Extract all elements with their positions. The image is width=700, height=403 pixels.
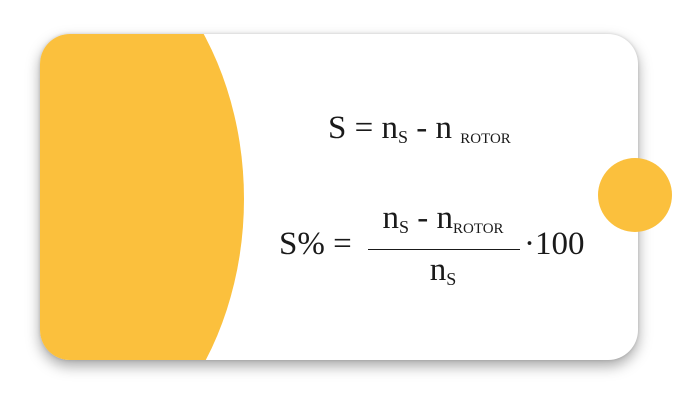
numerator-n: n [382, 200, 399, 236]
decorative-yellow-circle [40, 34, 244, 360]
slip-percent-fraction [366, 198, 520, 299]
fraction-denominator [366, 250, 520, 299]
fraction-numerator [366, 198, 520, 249]
slip-formula-minus: - n [407, 110, 461, 146]
denominator-subscript-s: S [446, 269, 457, 290]
subscript-s: S [397, 127, 408, 147]
decorative-yellow-dot [598, 158, 672, 232]
slip-percent-lhs: S% = [279, 226, 352, 262]
subscript-rotor: ROTOR [460, 131, 511, 147]
numerator-subscript-rotor: ROTOR [452, 221, 504, 237]
slip-percent-factor: ·100 [524, 226, 585, 262]
formula-card [40, 34, 638, 360]
numerator-subscript-s: S [398, 217, 409, 237]
numerator-minus: - n [408, 200, 453, 236]
slip-formula-lhs: S = n [328, 110, 398, 146]
slip-formula [328, 108, 511, 159]
denominator-n: n [429, 252, 447, 289]
